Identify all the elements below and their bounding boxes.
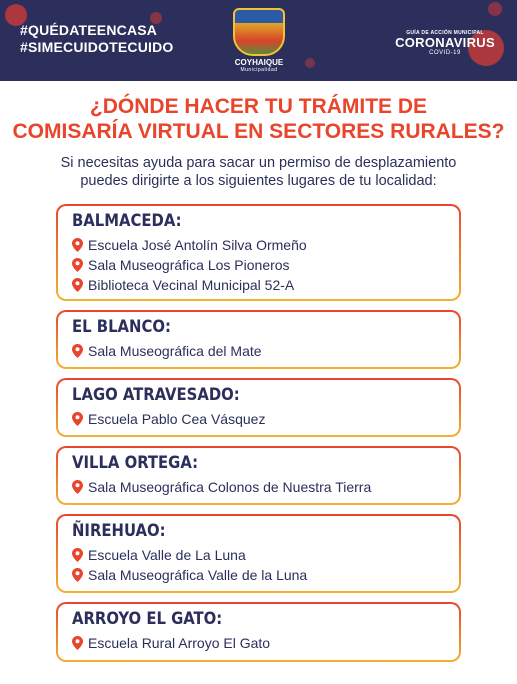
place-item [72, 341, 445, 361]
title-line-2: COMISARÍA VIRTUAL EN SECTORES RURALES? [12, 120, 505, 143]
sector-box-inner [58, 206, 459, 299]
sector-box [56, 378, 461, 437]
sector-title: ARROYO EL GATO: [72, 609, 223, 628]
place-label: Biblioteca Vecinal Municipal 52-A [88, 277, 295, 293]
sector-box-inner [58, 516, 459, 591]
page-title [0, 94, 517, 144]
hashtag-simecuido: #SIMECUIDOTECUIDO [20, 39, 174, 55]
municipality-logo [224, 8, 294, 78]
place-item [72, 545, 445, 565]
place-item [72, 633, 445, 653]
hashtag-quedate: #QUÉDATEENCASA [20, 22, 158, 38]
location-pin-icon [72, 568, 83, 582]
place-label: Sala Museográfica Valle de la Luna [88, 567, 308, 583]
intro-text [20, 154, 497, 190]
header-banner [0, 0, 517, 81]
sector-box [56, 204, 461, 301]
place-label: Escuela Valle de La Luna [88, 547, 246, 563]
sector-box [56, 446, 461, 505]
place-label: Sala Museográfica Los Pioneros [88, 257, 290, 273]
place-item [72, 409, 445, 429]
logo-subtitle: Municipalidad [240, 67, 278, 73]
place-item [72, 275, 445, 295]
title-line-1: ¿DÓNDE HACER TU TRÁMITE DE [89, 95, 428, 118]
sector-box-inner [58, 380, 459, 435]
location-pin-icon [72, 412, 83, 426]
place-label: Sala Museográfica Colonos de Nuestra Tierra [88, 479, 372, 495]
place-label: Escuela José Antolín Silva Ormeño [88, 237, 307, 253]
sector-title: BALMACEDA: [72, 211, 182, 230]
sector-box [56, 514, 461, 593]
place-item [72, 235, 445, 255]
sector-title: ÑIREHUAO: [72, 521, 166, 540]
intro-line-2: puedes dirigirte a los siguientes lugares de tu localidad: [80, 173, 437, 189]
location-pin-icon [72, 636, 83, 650]
place-item [72, 255, 445, 275]
sector-box-inner [58, 604, 459, 660]
location-pin-icon [72, 548, 83, 562]
campaign-subtitle: COVID-19 [429, 50, 461, 56]
location-pin-icon [72, 238, 83, 252]
campaign-title: CORONAVIRUS [395, 35, 495, 50]
location-pin-icon [72, 344, 83, 358]
virus-icon [488, 2, 502, 16]
sector-box-inner [58, 312, 459, 367]
sector-title: EL BLANCO: [72, 317, 171, 336]
place-label: Escuela Pablo Cea Vásquez [88, 411, 266, 427]
logo-name: COYHAIQUE [234, 58, 284, 67]
location-pin-icon [72, 278, 83, 292]
campaign-badge [390, 30, 500, 56]
sector-box [56, 602, 461, 662]
location-pin-icon [72, 258, 83, 272]
location-pin-icon [72, 480, 83, 494]
place-item [72, 565, 445, 585]
virus-icon [305, 58, 315, 68]
place-label: Escuela Rural Arroyo El Gato [88, 635, 271, 651]
intro-line-1: Si necesitas ayuda para sacar un permiso de desplazamiento [60, 155, 457, 171]
crest-icon [233, 8, 285, 56]
place-label: Sala Museográfica del Mate [88, 343, 262, 359]
sector-box [56, 310, 461, 369]
place-item [72, 477, 445, 497]
campaign-guide: GUÍA DE ACCIÓN MUNICIPAL [406, 30, 484, 36]
hashtags [20, 22, 174, 56]
sector-title: LAGO ATRAVESADO: [72, 385, 240, 404]
sector-box-inner [58, 448, 459, 503]
sector-title: VILLA ORTEGA: [72, 453, 199, 472]
